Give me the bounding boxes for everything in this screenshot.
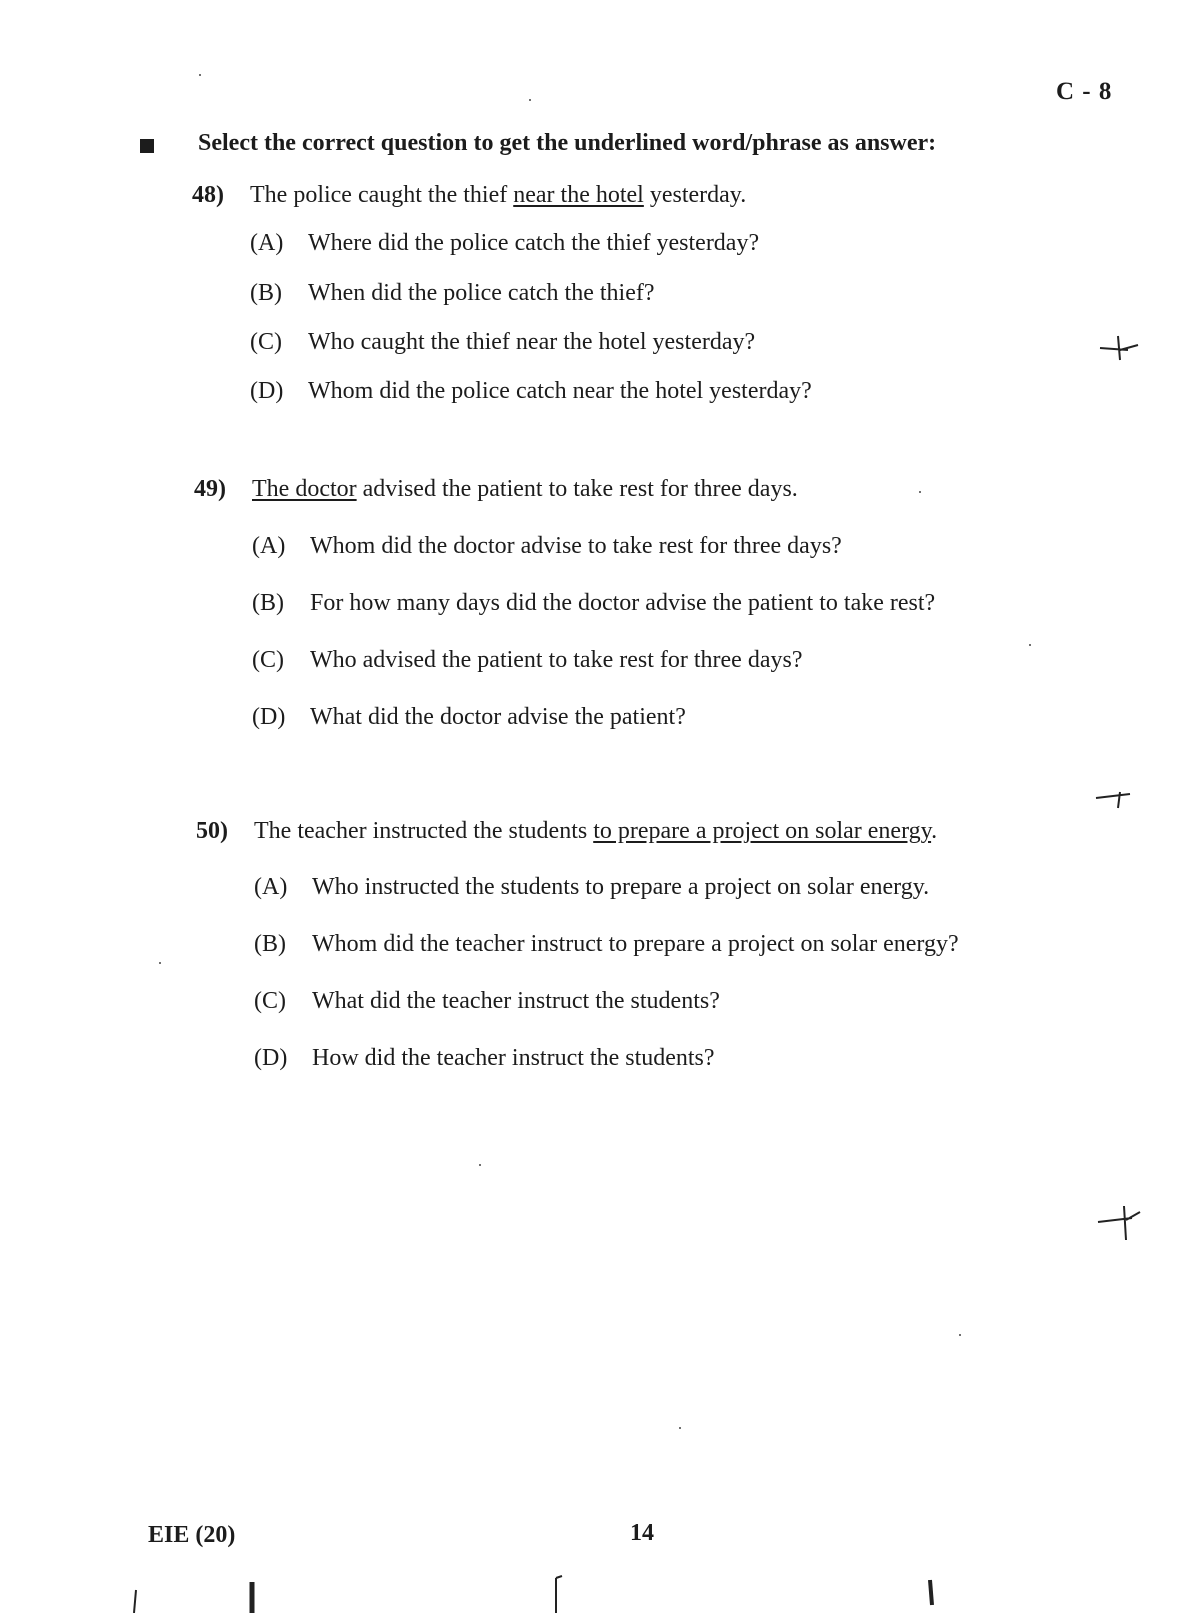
option-letter: (A)	[252, 533, 286, 559]
footer-exam-code: EIE (20)	[148, 1522, 236, 1548]
option-text: Who instructed the students to prepare a project on solar energy.	[312, 874, 930, 900]
question-49-stem	[252, 476, 798, 503]
stem-underlined: to prepare a project on solar energy	[593, 818, 932, 844]
bullet-square-icon	[140, 139, 154, 153]
option-letter: (C)	[254, 988, 286, 1014]
option-letter: (C)	[250, 329, 282, 355]
stem-post: .	[931, 818, 938, 844]
option-text: What did the teacher instruct the students?	[312, 988, 720, 1014]
option-letter: (C)	[252, 647, 284, 673]
option-text: Whom did the police catch near the hotel yesterday?	[308, 378, 812, 404]
option-letter: (D)	[254, 1045, 288, 1071]
option-text: How did the teacher instruct the students?	[312, 1045, 715, 1071]
stem-post: yesterday.	[643, 182, 747, 208]
instruction-text: Select the correct question to get the underlined word/phrase as answer:	[198, 130, 937, 156]
staple-mark-icon	[1098, 1206, 1140, 1240]
stem-post: advised the patient to take rest for three days.	[356, 476, 798, 502]
option-letter: (B)	[252, 590, 284, 616]
option-text: Whom did the teacher instruct to prepare a project on solar energy?	[312, 931, 959, 957]
question-50-stem	[254, 818, 937, 845]
option-text: Where did the police catch the thief yesterday?	[308, 230, 760, 256]
option-text: Whom did the doctor advise to take rest for three days?	[310, 533, 842, 559]
option-text: Who advised the patient to take rest for three days?	[310, 647, 803, 673]
option-text: What did the doctor advise the patient?	[310, 704, 686, 730]
stem-underlined: The doctor	[252, 476, 357, 502]
speck-marks	[159, 74, 1031, 1429]
question-50	[196, 818, 228, 845]
option-letter: (B)	[254, 931, 286, 957]
option-letter: (A)	[250, 230, 284, 256]
option-text: Who caught the thief near the hotel yesterday?	[308, 329, 756, 355]
option-letter: (A)	[254, 874, 288, 900]
option-letter: (D)	[252, 704, 286, 730]
question-48-stem	[250, 182, 746, 209]
binding-mark-icon	[134, 1576, 932, 1613]
question-number: 50)	[196, 818, 228, 844]
page-number: 14	[630, 1520, 654, 1546]
page-code: C - 8	[1056, 78, 1113, 105]
stem-underlined: near the hotel	[513, 182, 644, 208]
option-text: When did the police catch the thief?	[308, 280, 655, 306]
option-letter: (D)	[250, 378, 284, 404]
staple-mark-icon	[1100, 336, 1138, 360]
option-letter: (B)	[250, 280, 282, 306]
question-number: 48)	[192, 182, 224, 208]
stem-pre: The teacher instructed the students	[254, 818, 594, 844]
question-49	[194, 476, 226, 503]
option-text: For how many days did the doctor advise the patient to take rest?	[310, 590, 936, 616]
question-number: 49)	[194, 476, 226, 502]
staple-mark-icon	[1096, 792, 1130, 808]
question-48	[192, 182, 224, 209]
stem-pre: The police caught the thief	[250, 182, 514, 208]
